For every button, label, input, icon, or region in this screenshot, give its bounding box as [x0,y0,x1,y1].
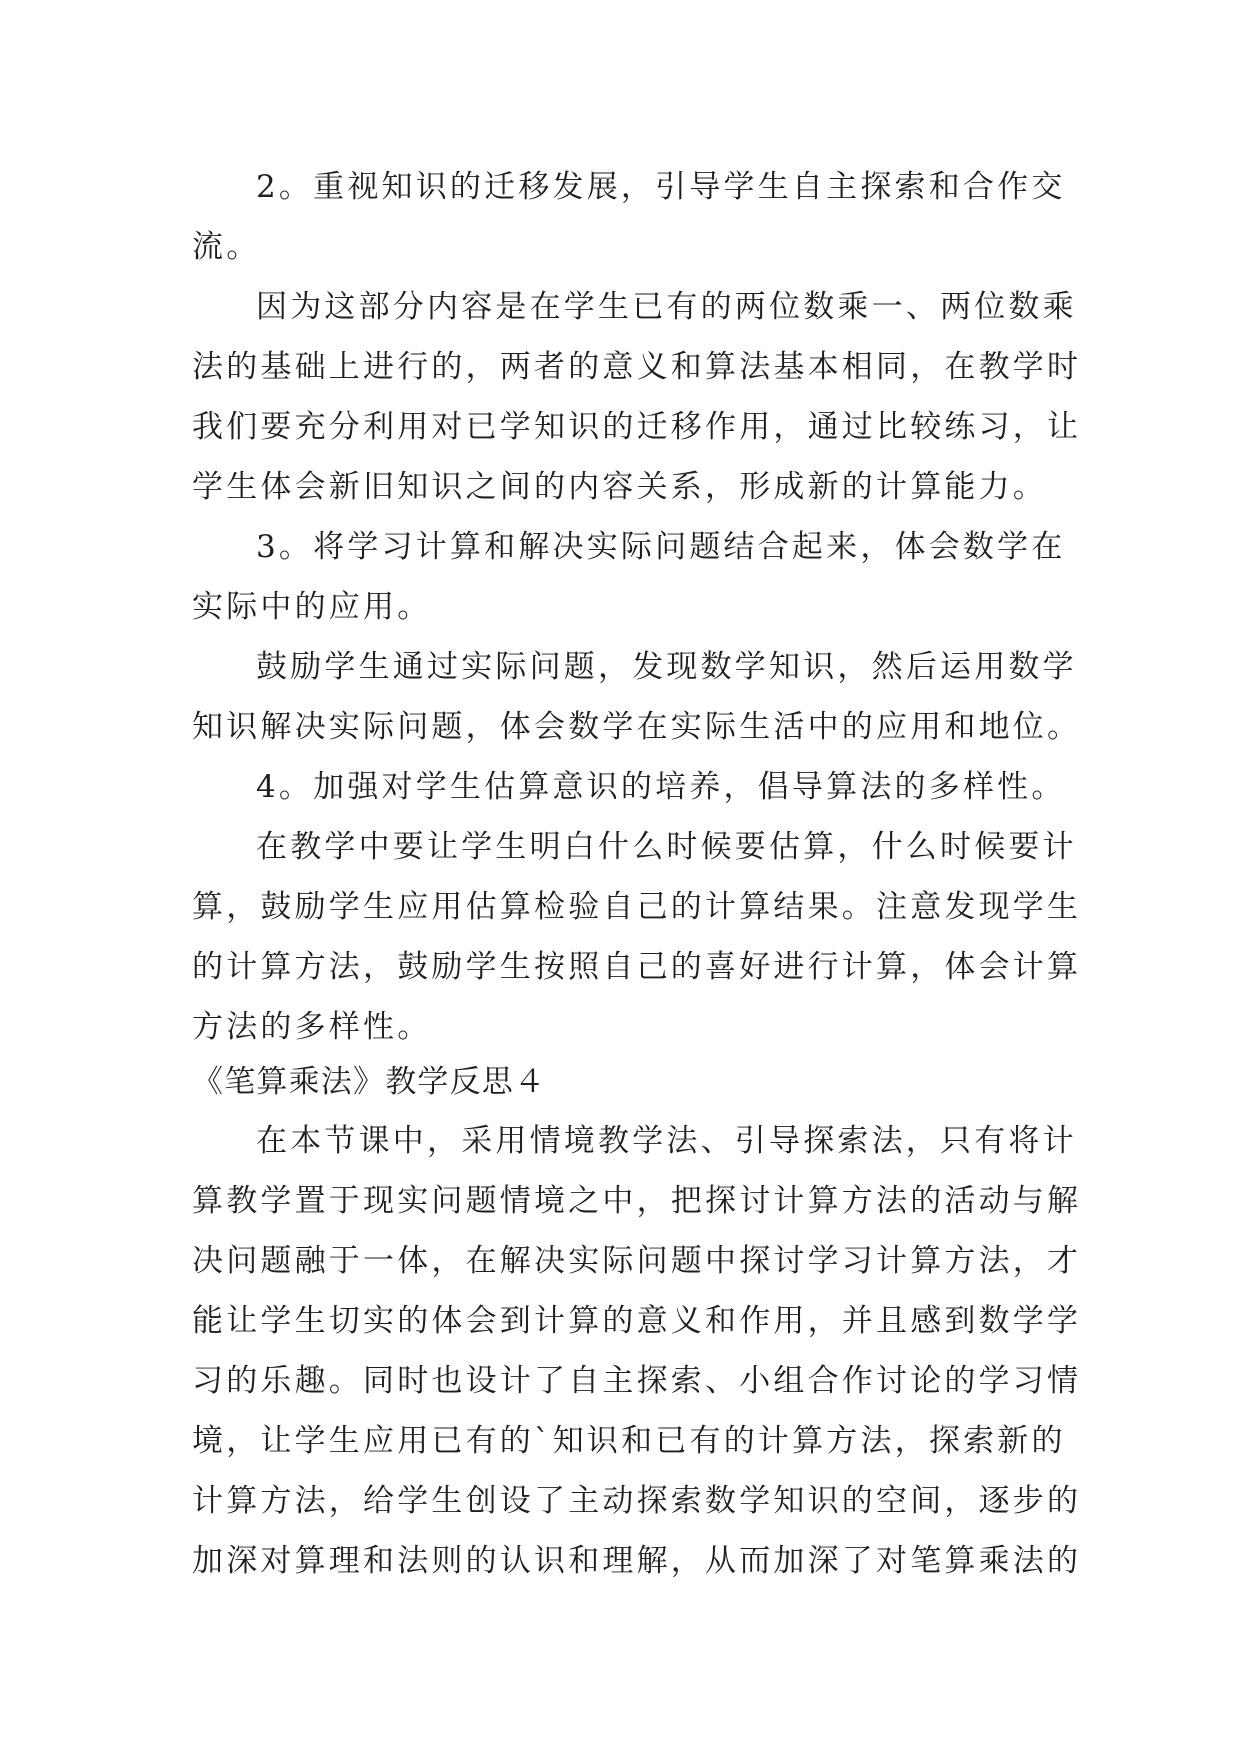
paragraph-line: 知识解决实际问题，体会数学在实际生活中的应用和地位。 [192,709,1082,745]
paragraph-line: 在本节课中，采用情境教学法、引导探索法，只有将计 [256,1123,1077,1159]
paragraph-line: 方法的多样性。 [192,1009,432,1045]
paragraph-line: 学生体会新旧知识之间的内容关系，形成新的计算能力。 [192,469,1047,505]
paragraph-line: 算，鼓励学生应用估算检验自己的计算结果。注意发现学生 [192,889,1082,925]
paragraph-line: 境，让学生应用已有的`知识和已有的计算方法，探索新的 [192,1423,1066,1459]
paragraph-line: 的计算方法，鼓励学生按照自己的喜好进行计算，体会计算 [192,949,1082,985]
paragraph-line: 我们要充分利用对已学知识的迁移作用，通过比较练习，让 [192,409,1082,445]
paragraph-line: 法的基础上进行的，两者的意义和算法基本相同，在教学时 [192,349,1082,385]
paragraph-line: 计算方法，给学生创设了主动探索数学知识的空间，逐步的 [192,1483,1082,1519]
paragraph-line: 在教学中要让学生明白什么时候要估算，什么时候要计 [256,829,1077,865]
paragraph-line: 因为这部分内容是在学生已有的两位数乘一、两位数乘 [256,289,1077,325]
paragraph-line: 鼓励学生通过实际问题，发现数学知识，然后运用数学 [256,649,1077,685]
paragraph-line: 决问题融于一体，在解决实际问题中探讨学习计算方法，才 [192,1243,1082,1279]
paragraph-line: 3。将学习计算和解决实际问题结合起来，体会数学在 [256,529,1066,565]
paragraph-line: 流。 [192,229,261,265]
paragraph-line: 加深对算理和法则的认识和理解，从而加深了对笔算乘法的 [192,1543,1082,1579]
paragraph-line: 能让学生切实的体会到计算的意义和作用，并且感到数学学 [192,1303,1082,1339]
section-heading: 《笔算乘法》教学反思４ [192,1064,547,1100]
paragraph-line: 实际中的应用。 [192,589,432,625]
paragraph-line: 2。重视知识的迁移发展，引导学生自主探索和合作交 [256,169,1066,205]
paragraph-line: 习的乐趣。同时也设计了自主探索、小组合作讨论的学习情 [192,1363,1082,1399]
paragraph-line: 4。加强对学生估算意识的培养，倡导算法的多样性。 [256,769,1066,805]
paragraph-line: 算教学置于现实问题情境之中，把探讨计算方法的活动与解 [192,1183,1082,1219]
